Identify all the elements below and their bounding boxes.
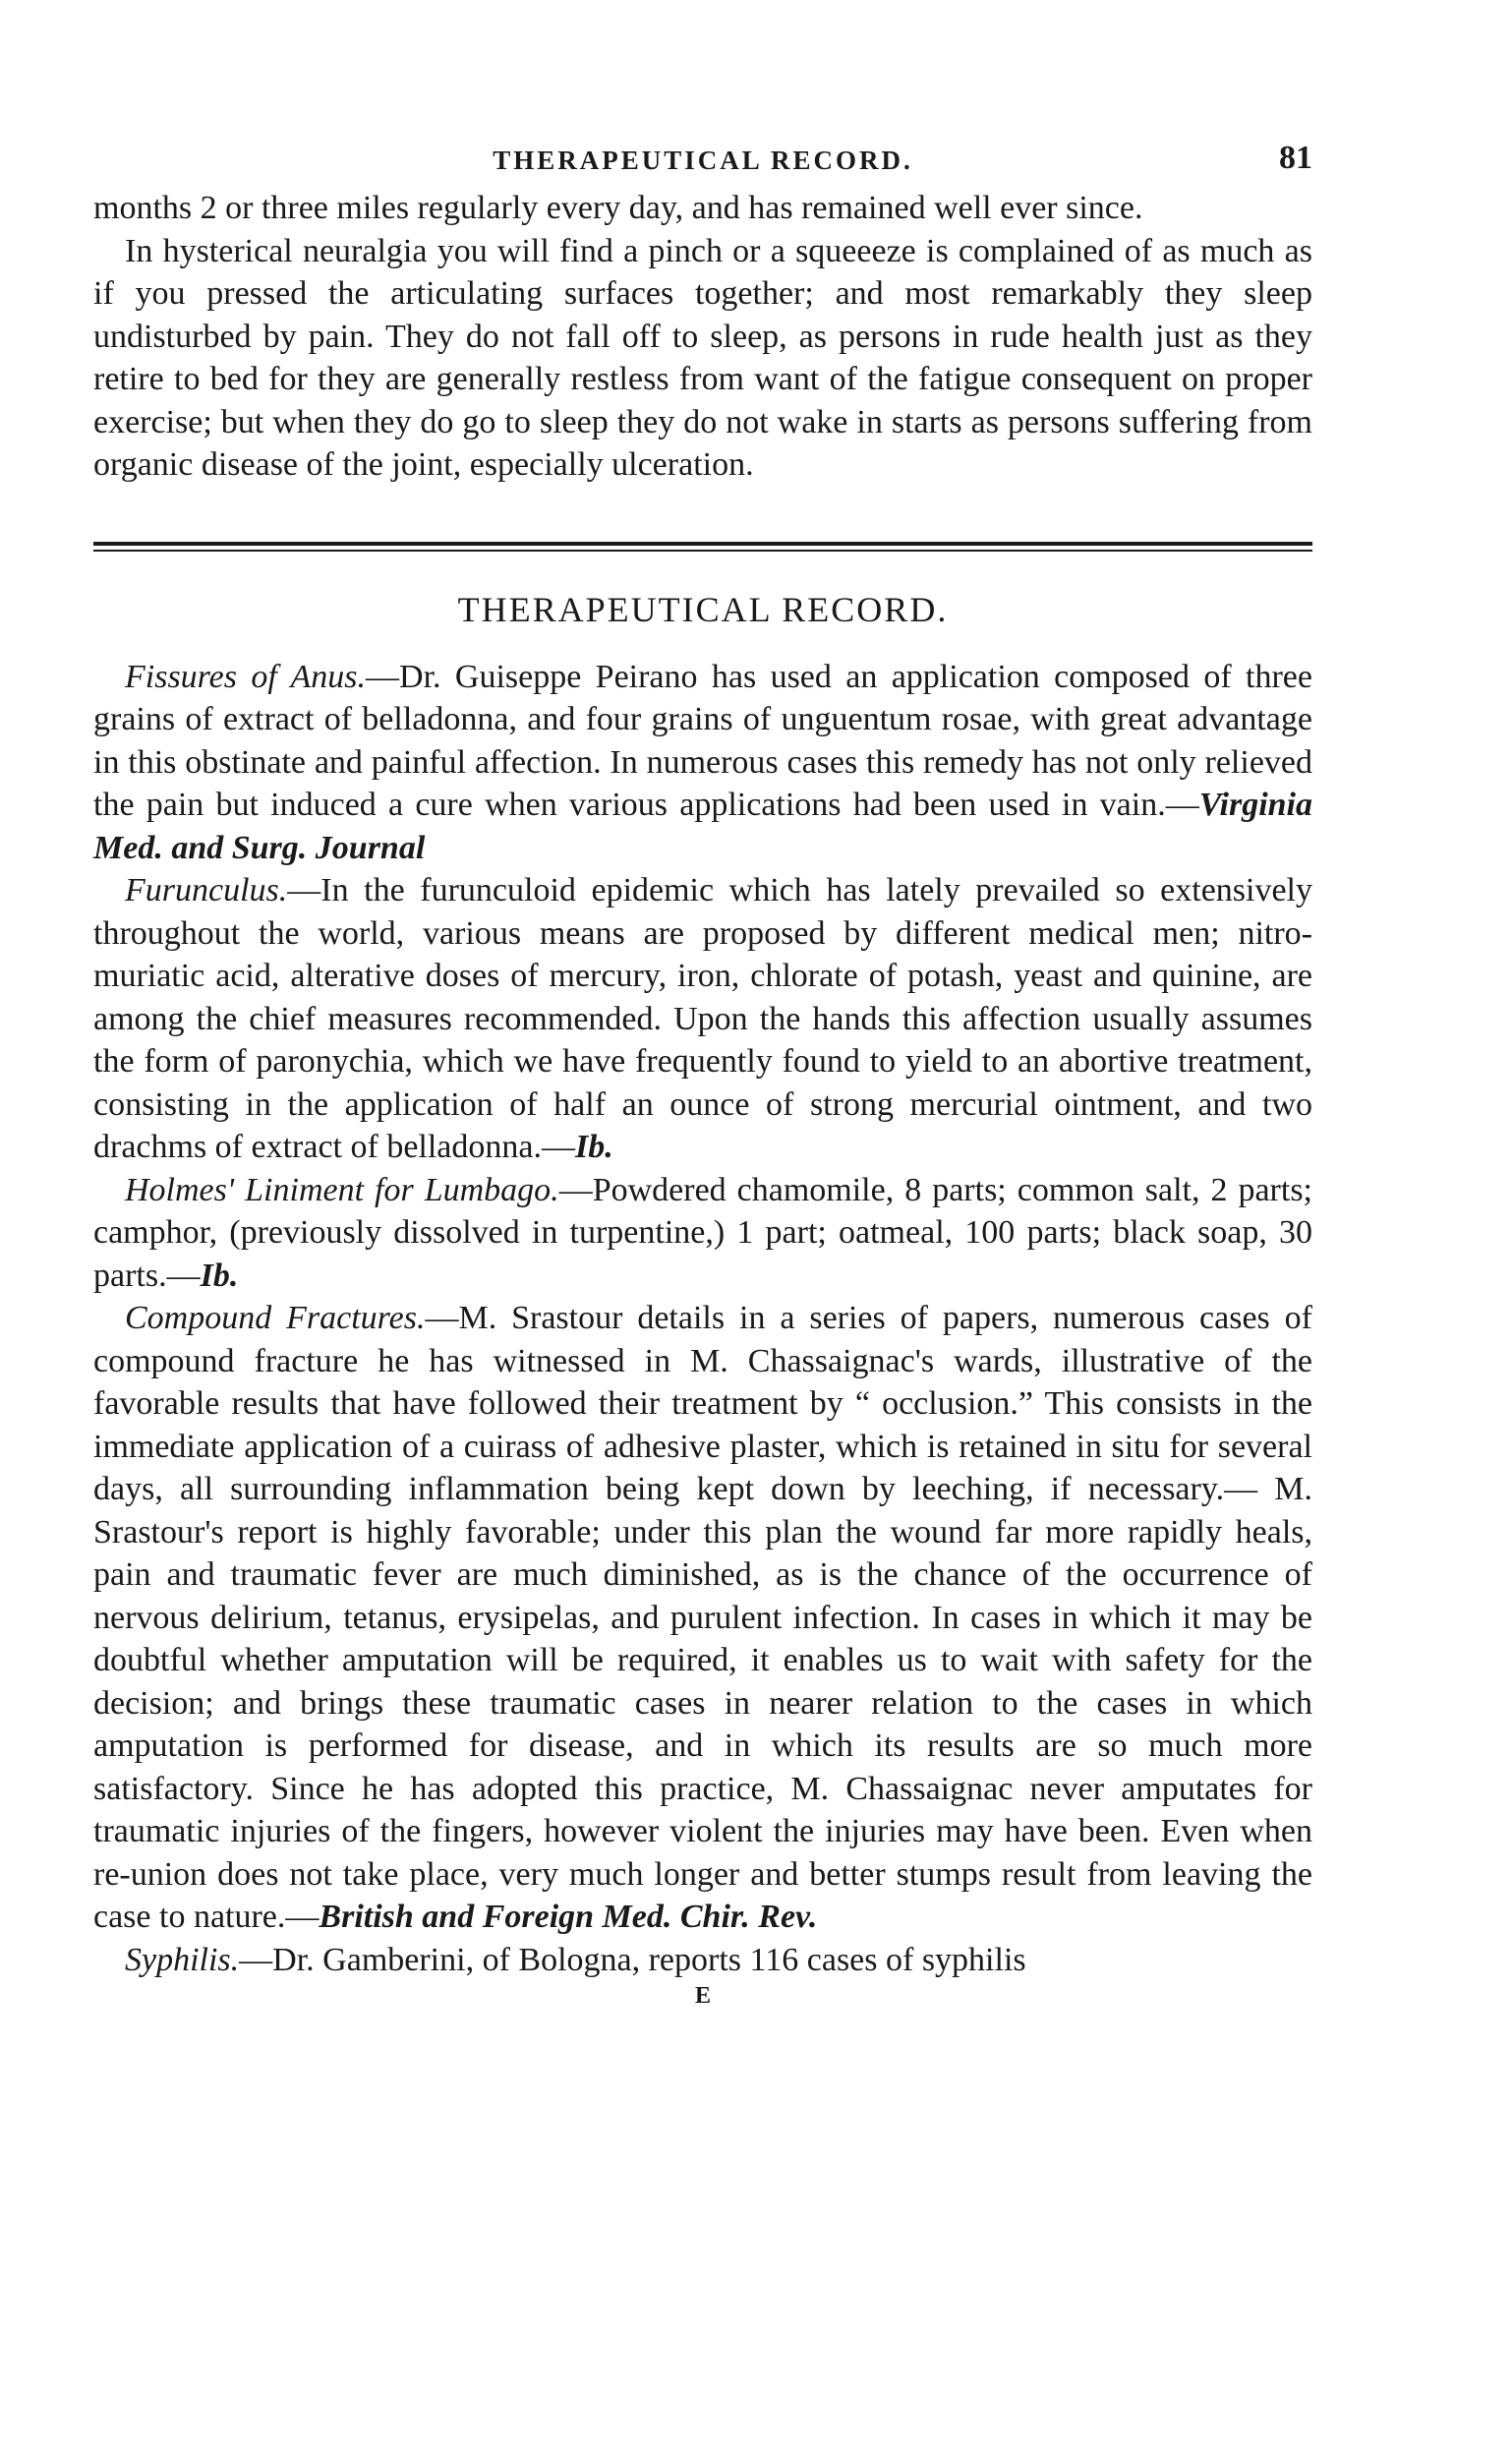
running-head [93,118,1312,177]
entry-title: Holmes' Liniment for Lumbago. [125,1171,559,1208]
entry-liniment [93,1169,1312,1298]
running-title: THERAPEUTICAL RECORD. [493,146,913,175]
divider-thick-rule [93,542,1312,546]
entry-source: Ib. [200,1257,239,1294]
entry-text: —M. Srastour details in a series of papers, numerous cases of compound fracture he has witnessed in M. Chassaignac's wards, illustrative of the favorable results that have followed their treatment by “ occlusion.” This consists in the immediate application of a cuirass of adhesive plaster, which is retained in situ for several days, all surrounding inflammation being kept down by leeching, if necessary.— M. Srastour's report is highly favorable; under this plan the wound far more rapidly heals, pain and traumatic fever are much diminished, as is the chance of the occurrence of nervous delirium, tetanus, erysipelas, and purulent infection. In cases in which it may be doubtful whether amputation will be required, it enables us to wait with safety for the decision; and brings these traumatic cases in nearer relation to the cases in which amputation is performed for disease, and in which its results are so much more satisfactory. Since he has adopted this practice, M. Chassaignac never amputates for traumatic injuries of the fingers, however violent the injuries may have been. Even when re-union does not take place, very much longer and better stumps result from leaving the case to nature.— [93,1300,1312,1935]
entry-title: Compound Fractures. [125,1300,426,1336]
entry-syphilis [93,1939,1312,1982]
entry-text: —Dr. Guiseppe Peirano has used an application composed of three grains of extract of belladonna, and four grains of unguentum rosae, with great advantage in this obstinate and painful affection. In numerous cases this remedy has not only relieved the pain but induced a cure when various applications had been used in vain.— [93,658,1312,823]
record-entries [93,656,1312,1982]
entry-furunculus [93,869,1312,1169]
intro-text [93,187,1312,487]
entry-text: —In the furunculoid epidemic which has lately prevailed so extensively throughout the world, various means are proposed by different medical men; nitro-muriatic acid, alterative doses of mercury, iron, chlorate of potash, yeast and quinine, are among the chief measures recommended. Upon the hands this affection usually assumes the form of paronychia, which we have frequently found to yield to an abortive treatment, consisting in the application of half an ounce of strong mercurial ointment, and two drachms of extract of belladonna.— [93,872,1312,1165]
intro-paragraph-1: months 2 or three miles regularly every day, and has remained well ever since. [93,190,1143,226]
entry-source: Virginia Med. and Surg. Journal [93,787,1312,866]
signature-mark: E [694,1983,711,2009]
entry-text: —Dr. Gamberini, of Bologna, reports 116 cases of syphilis [239,1941,1026,1978]
entry-source: British and Foreign Med. Chir. Rev. [319,1899,818,1935]
document-page [93,118,1312,2010]
entry-title: Fissures of Anus. [125,658,367,695]
entry-fissures [93,656,1312,870]
entry-text: —Powdered chamomile, 8 parts; common salt, 2 parts; camphor, (previously dissolved in turpentine,) 1 part; oatmeal, 100 parts; black soap, 30 parts.— [93,1171,1312,1294]
entry-title: Furunculus. [125,872,288,908]
section-divider [93,542,1312,552]
intro-paragraph-2: In hysterical neuralgia you will find a pinch or a squeeeze is complained of as much as if you pressed the articulating surfaces together; and most remarkably they sleep undisturbed by pain. They do not fall off to sleep, as persons in rude health just as they retire to bed for they are generally restless from want of the fatigue consequent on proper exercise; but when they do go to sleep they do not wake in starts as persons suffering from organic disease of the joint, especially ulceration. [93,232,1312,483]
entry-source: Ib. [574,1129,613,1165]
entry-title: Syphilis. [125,1941,240,1978]
page-number: 81 [1279,140,1312,176]
divider-thin-rule [93,550,1312,552]
section-title: THERAPEUTICAL RECORD. [457,589,949,629]
entry-compound-fractures [93,1297,1312,1939]
